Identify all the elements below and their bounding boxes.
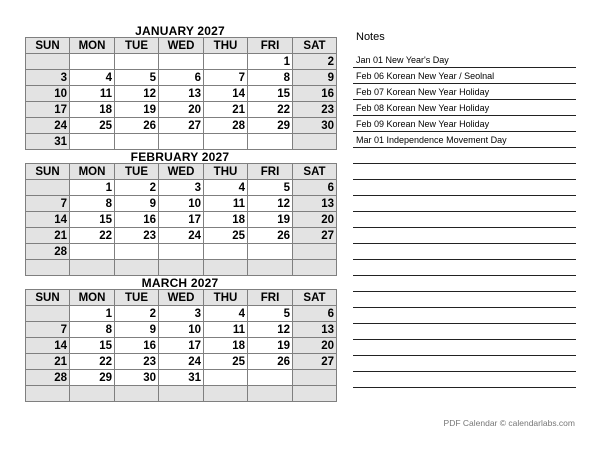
day-header: WED (159, 164, 204, 180)
day-cell: 30 (115, 370, 159, 386)
day-cell: 17 (159, 338, 204, 354)
holiday-note: Feb 09 Korean New Year Holiday (353, 116, 576, 132)
day-cell: 9 (115, 196, 159, 212)
day-cell: 5 (115, 70, 159, 86)
day-cell: 31 (159, 370, 204, 386)
day-cell: 17 (159, 212, 204, 228)
day-cell: 19 (248, 338, 293, 354)
day-header: THU (204, 290, 248, 306)
week-row (26, 370, 337, 386)
day-cell (26, 180, 70, 196)
day-cell: 16 (293, 86, 337, 102)
day-cell: 11 (70, 86, 115, 102)
month-title-february: FEBRUARY 2027 (130, 150, 230, 164)
day-header-row (26, 164, 337, 180)
week-row (26, 196, 337, 212)
day-cell: 10 (159, 322, 204, 338)
day-cell (26, 306, 70, 322)
day-cell: 16 (115, 212, 159, 228)
day-cell (204, 386, 248, 402)
holiday-note: Mar 01 Independence Movement Day (353, 132, 576, 148)
day-cell: 9 (293, 70, 337, 86)
day-cell (70, 244, 115, 260)
day-cell: 3 (159, 180, 204, 196)
day-cell: 2 (115, 180, 159, 196)
day-cell: 23 (115, 228, 159, 244)
week-row (26, 306, 337, 322)
day-cell: 11 (204, 196, 248, 212)
note-line (353, 180, 576, 196)
week-row (26, 180, 337, 196)
day-header: SAT (293, 290, 337, 306)
note-line (353, 260, 576, 276)
day-header: WED (159, 38, 204, 54)
day-cell: 28 (26, 370, 70, 386)
day-cell: 5 (248, 180, 293, 196)
day-cell (115, 134, 159, 150)
day-cell: 1 (70, 180, 115, 196)
day-header: SAT (293, 164, 337, 180)
day-cell: 7 (26, 196, 70, 212)
day-header-row (26, 38, 337, 54)
day-cell: 6 (293, 306, 337, 322)
note-line (353, 292, 576, 308)
day-cell: 22 (70, 354, 115, 370)
day-header: TUE (115, 38, 159, 54)
day-cell: 27 (293, 228, 337, 244)
calendar-march (25, 289, 337, 402)
day-header: THU (204, 164, 248, 180)
day-cell: 31 (26, 134, 70, 150)
holiday-note: Feb 06 Korean New Year / Seolnal (353, 68, 576, 84)
day-cell: 13 (293, 196, 337, 212)
day-cell (26, 54, 70, 70)
day-header: FRI (248, 164, 293, 180)
day-cell: 28 (26, 244, 70, 260)
day-cell: 24 (26, 118, 70, 134)
day-cell: 26 (248, 228, 293, 244)
day-cell (204, 244, 248, 260)
notes-list (353, 52, 576, 388)
note-line (353, 148, 576, 164)
day-cell: 13 (293, 322, 337, 338)
day-cell (248, 386, 293, 402)
week-row (26, 338, 337, 354)
day-cell: 13 (159, 86, 204, 102)
day-header: FRI (248, 290, 293, 306)
day-cell: 20 (159, 102, 204, 118)
day-cell (115, 260, 159, 276)
day-cell: 21 (204, 102, 248, 118)
day-header: MON (70, 38, 115, 54)
day-header: MON (70, 164, 115, 180)
note-line (353, 228, 576, 244)
day-cell: 16 (115, 338, 159, 354)
week-row (26, 134, 337, 150)
day-cell: 29 (248, 118, 293, 134)
day-cell: 14 (26, 338, 70, 354)
day-cell: 30 (293, 118, 337, 134)
day-cell: 15 (70, 212, 115, 228)
day-cell (26, 260, 70, 276)
note-line (353, 372, 576, 388)
day-header: SUN (26, 38, 70, 54)
day-header: TUE (115, 164, 159, 180)
day-cell (70, 386, 115, 402)
day-cell: 8 (70, 322, 115, 338)
day-cell: 8 (70, 196, 115, 212)
day-cell (26, 386, 70, 402)
day-cell (159, 134, 204, 150)
week-row (26, 118, 337, 134)
day-cell (248, 244, 293, 260)
day-cell (204, 260, 248, 276)
day-cell: 3 (159, 306, 204, 322)
week-row (26, 212, 337, 228)
day-cell (159, 260, 204, 276)
day-cell (115, 54, 159, 70)
day-cell: 10 (26, 86, 70, 102)
note-line (353, 196, 576, 212)
day-cell: 9 (115, 322, 159, 338)
day-cell (204, 134, 248, 150)
day-header: THU (204, 38, 248, 54)
footer-credit: PDF Calendar © calendarlabs.com (443, 418, 575, 428)
day-cell (293, 386, 337, 402)
week-row (26, 244, 337, 260)
note-line (353, 324, 576, 340)
week-row (26, 228, 337, 244)
day-cell: 12 (248, 322, 293, 338)
day-cell: 25 (70, 118, 115, 134)
day-cell: 15 (248, 86, 293, 102)
day-cell: 17 (26, 102, 70, 118)
day-cell (70, 260, 115, 276)
note-line (353, 244, 576, 260)
day-cell: 20 (293, 338, 337, 354)
day-cell: 2 (115, 306, 159, 322)
day-cell: 25 (204, 228, 248, 244)
note-line (353, 356, 576, 372)
day-cell: 24 (159, 354, 204, 370)
day-cell: 10 (159, 196, 204, 212)
holiday-note: Feb 07 Korean New Year Holiday (353, 84, 576, 100)
day-cell: 14 (204, 86, 248, 102)
day-cell: 4 (70, 70, 115, 86)
day-cell (204, 54, 248, 70)
day-header: WED (159, 290, 204, 306)
day-header: SUN (26, 290, 70, 306)
day-cell (248, 370, 293, 386)
day-cell (115, 244, 159, 260)
day-cell (293, 260, 337, 276)
day-cell (70, 134, 115, 150)
calendar-january (25, 37, 337, 150)
week-row (26, 354, 337, 370)
note-line (353, 276, 576, 292)
notes-title: Notes (356, 31, 385, 43)
day-cell: 5 (248, 306, 293, 322)
day-cell: 2 (293, 54, 337, 70)
day-cell: 26 (248, 354, 293, 370)
day-cell: 21 (26, 354, 70, 370)
day-cell: 20 (293, 212, 337, 228)
day-cell: 3 (26, 70, 70, 86)
day-cell: 28 (204, 118, 248, 134)
day-cell (248, 260, 293, 276)
month-title-january: JANUARY 2027 (135, 24, 225, 38)
day-cell: 24 (159, 228, 204, 244)
day-cell: 1 (248, 54, 293, 70)
day-cell (204, 370, 248, 386)
note-line (353, 340, 576, 356)
day-cell: 12 (248, 196, 293, 212)
holiday-note: Jan 01 New Year's Day (353, 52, 576, 68)
day-cell (293, 244, 337, 260)
day-cell: 18 (204, 212, 248, 228)
day-cell: 18 (204, 338, 248, 354)
day-header-row (26, 290, 337, 306)
week-row (26, 102, 337, 118)
week-row (26, 86, 337, 102)
day-header: TUE (115, 290, 159, 306)
day-cell (115, 386, 159, 402)
week-row (26, 70, 337, 86)
day-cell (70, 54, 115, 70)
month-title-march: MARCH 2027 (141, 276, 219, 290)
day-header: SAT (293, 38, 337, 54)
calendar-february (25, 163, 337, 276)
day-cell: 22 (70, 228, 115, 244)
day-cell: 27 (293, 354, 337, 370)
day-cell: 7 (26, 322, 70, 338)
day-cell (159, 244, 204, 260)
day-cell: 15 (70, 338, 115, 354)
day-cell: 6 (293, 180, 337, 196)
day-cell: 11 (204, 322, 248, 338)
note-line (353, 212, 576, 228)
day-header: MON (70, 290, 115, 306)
week-row (26, 260, 337, 276)
day-cell: 4 (204, 180, 248, 196)
day-cell: 19 (115, 102, 159, 118)
holiday-note: Feb 08 Korean New Year Holiday (353, 100, 576, 116)
day-cell: 19 (248, 212, 293, 228)
day-cell: 29 (70, 370, 115, 386)
day-cell (293, 134, 337, 150)
day-cell: 7 (204, 70, 248, 86)
day-cell (159, 386, 204, 402)
day-cell: 6 (159, 70, 204, 86)
week-row (26, 386, 337, 402)
note-line (353, 164, 576, 180)
day-cell: 21 (26, 228, 70, 244)
day-cell: 23 (293, 102, 337, 118)
week-row (26, 322, 337, 338)
day-cell (293, 370, 337, 386)
day-header: FRI (248, 38, 293, 54)
day-cell: 4 (204, 306, 248, 322)
note-line (353, 308, 576, 324)
day-cell (159, 54, 204, 70)
day-cell: 26 (115, 118, 159, 134)
week-row (26, 54, 337, 70)
day-cell: 27 (159, 118, 204, 134)
day-cell: 12 (115, 86, 159, 102)
day-cell: 25 (204, 354, 248, 370)
day-cell: 23 (115, 354, 159, 370)
day-cell: 1 (70, 306, 115, 322)
day-header: SUN (26, 164, 70, 180)
day-cell: 14 (26, 212, 70, 228)
day-cell (248, 134, 293, 150)
day-cell: 22 (248, 102, 293, 118)
day-cell: 8 (248, 70, 293, 86)
day-cell: 18 (70, 102, 115, 118)
